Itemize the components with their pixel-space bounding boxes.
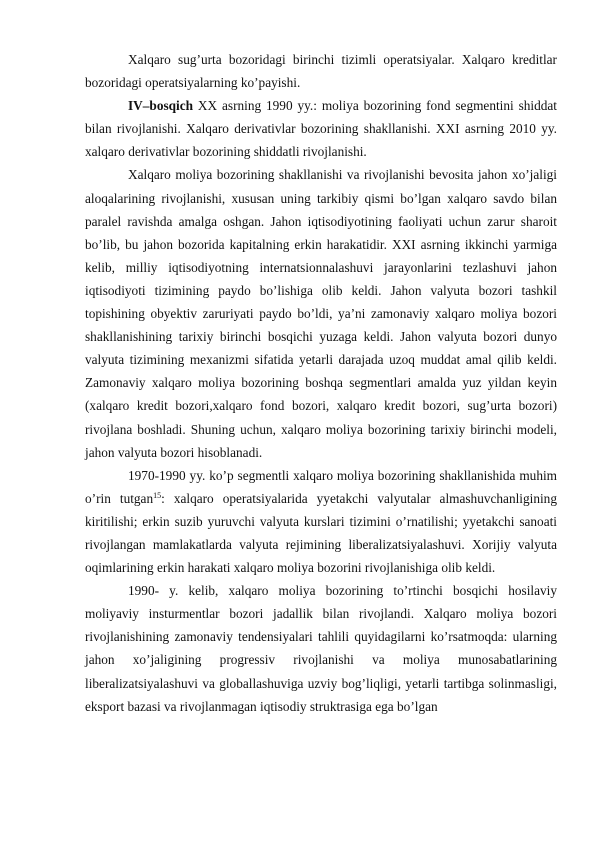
paragraph-text: Xalqaro sug’urta bozoridagi birinchi tizimli operatsiyalar. Xalqaro kreditlar bozoridagi operatsiyalarning ko’payishi. <box>85 52 557 91</box>
paragraph-shakllanishi <box>85 163 557 463</box>
paragraph-text: Xalqaro moliya bozorining shakllanishi va rivojlanishi bevosita jahon xo’jaligi aloqalarining rivojlanishi, xususan uning tarkibiy qismi bo’lgan xalqaro savdo bilan paralel ravishda amalga oshgan. Jahon iqtisodiyotining faoliyati uchun zarur sharoit bo’lib, bu jahon bozorida kapitalning erkin harakatidir. XXI asrning ikkinchi yarmiga kelib, milliy iqtisodiyotning internatsionnalashuvi jarayonlarini tezlashuvi jahon iqtisodiyoti tizimining paydo bo’lishiga olib keldi. Jahon valyuta bozori tashkil topishining obyektiv zaruriyati paydo bo’ldi, ya’ni zamonaviy xalqaro moliya bozori shakllanishining tarixiy birinchi bosqichi yuzaga keldi. Jahon valyuta bozori dunyo valyuta tizimining mexanizmi sifatida yetarli darajada uzoq muddat amal qilib keldi. Zamonaviy xalqaro moliya bozorining boshqa segmentlari amalda yuz yildan keyin (xalqaro kredit bozori,xalqaro fond bozori, xalqaro kredit bozori, sug’urta bozori) rivojlana boshladi. Shuning uchun, xalqaro moliya bozorining tarixiy birinchi modeli, jahon valyuta bozori hisoblanadi. <box>85 167 557 460</box>
paragraph-sug-urta <box>85 48 557 94</box>
paragraph-text: : xalqaro operatsiyalarida yyetakchi valyutalar almashuvchanligining kiritilishi; erkin suzib yuruvchi valyuta kurslari tizimini o’rnatilishi; yyetakchi sanoati rivojlangan mamlakatlarda valyuta rejimining liberalizatsiyalashuvi. Xorijiy valyuta oqimlarining erkin harakati xalqaro moliya bozorini rivojlanishiga olib keldi. <box>85 490 557 576</box>
paragraph-text: 1970-1990 yy. ko’p segmentli xalqaro moliya bozorining shakllanishida muhim o’rin tutgan <box>85 467 557 506</box>
document-page <box>85 48 557 718</box>
paragraph-text: 1990- y. kelib, xalqaro moliya bozorining to’rtinchi bosqichi hosilaviy moliyaviy insturmentlar bozori jadallik bilan rivojlandi. Xalqaro moliya bozori rivojlanishining zamonaviy tendensiyalari tahlili quyidagilarni ko’rsatmoqda: ularning jahon xo’jaligining progressiv rivojlanishi va moliya munosabatlarining liberalizatsiyalashuvi va globallashuviga uzviy bog’liqligi, yetarli tartibga solinmasligi, eksport bazasi va rivojlanmagan iqtisodiy struktrasiga ega bo’lgan <box>85 583 557 714</box>
paragraph-1970-1990 <box>85 464 557 579</box>
footnote-marker[interactable]: 15 <box>153 490 162 500</box>
paragraph-text: XX asrning 1990 yy.: moliya bozorining fond segmentini shiddat bilan rivojlanishi. Xalqaro derivativlar bozorining shakllanishi. XXI asrning 2010 yy. xalqaro derivativlar bozorining shiddatli rivojlanishi. <box>85 98 557 160</box>
paragraph-iv-bosqich <box>85 94 557 163</box>
paragraph-1990 <box>85 579 557 718</box>
stage-heading: IV–bosqich <box>128 98 194 114</box>
